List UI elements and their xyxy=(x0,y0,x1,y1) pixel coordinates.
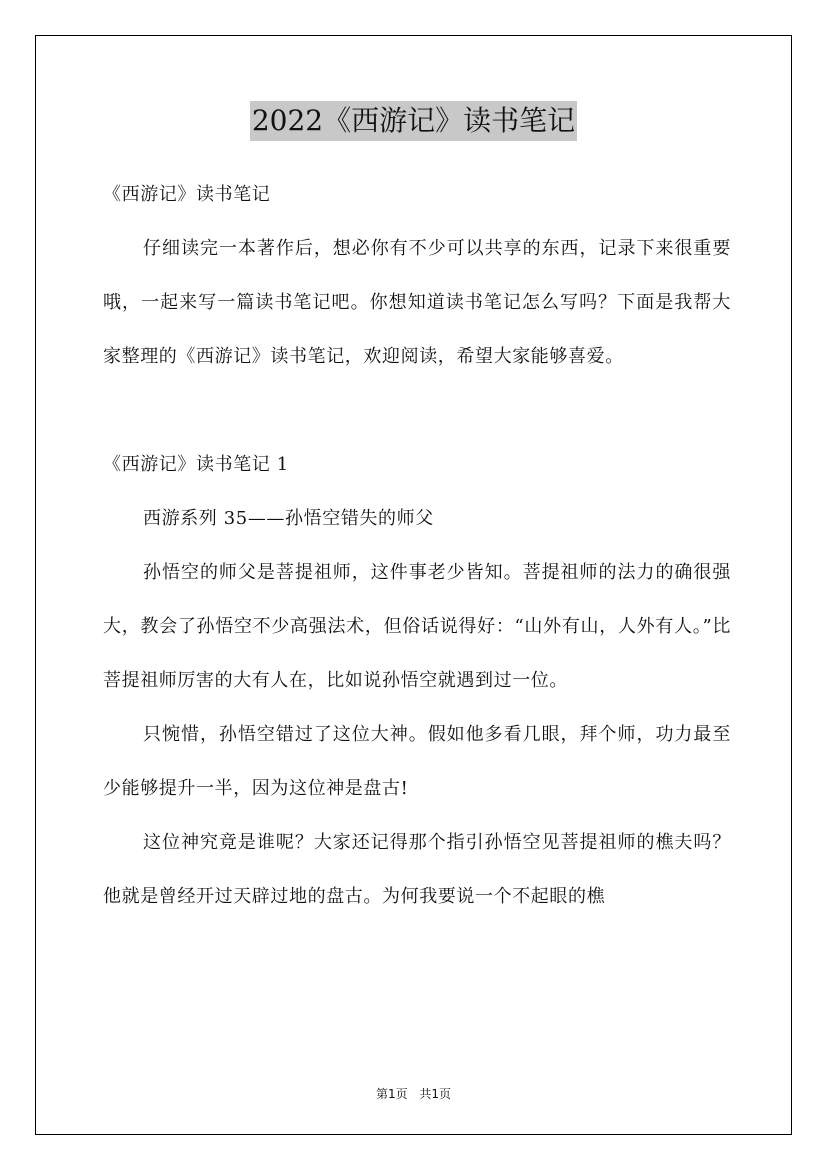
document-body xyxy=(103,168,731,924)
page-footer xyxy=(0,1085,827,1102)
note-subtitle: 西游系列 35——孙悟空错失的师父 xyxy=(143,508,434,529)
page-number: 第1页 xyxy=(375,1087,408,1101)
body-paragraph: 只惋惜，孙悟空错过了这位大神。假如他多看几眼，拜个师，功力最至少能够提升一半，因为这位神是盘古! xyxy=(103,724,731,799)
document-title-text: 2022《西游记》读书笔记 xyxy=(250,101,577,141)
document-title xyxy=(0,100,827,141)
blank-line xyxy=(103,384,731,438)
body-paragraph: 孙悟空的师父是菩提祖师，这件事老少皆知。菩提祖师的法力的确很强大，教会了孙悟空不少高强法术，但俗话说得好：“山外有山，人外有人。”比菩提祖师厉害的大有人在，比如说孙悟空就遇到过一位。 xyxy=(103,562,731,691)
intro-paragraph: 仔细读完一本著作后，想必你有不少可以共享的东西，记录下来很重要哦，一起来写一篇读书笔记吧。你想知道读书笔记怎么写吗？下面是我帮大家整理的《西游记》读书笔记，欢迎阅读，希望大家能够喜爱。 xyxy=(103,238,731,367)
note-heading: 《西游记》读书笔记 1 xyxy=(103,454,289,475)
body-paragraph: 这位神究竟是谁呢？大家还记得那个指引孙悟空见菩提祖师的樵夫吗？他就是曾经开过天辟过地的盘古。为何我要说一个不起眼的樵 xyxy=(103,832,731,907)
section-heading: 《西游记》读书笔记 xyxy=(103,184,271,205)
page-total: 共1页 xyxy=(419,1087,452,1101)
